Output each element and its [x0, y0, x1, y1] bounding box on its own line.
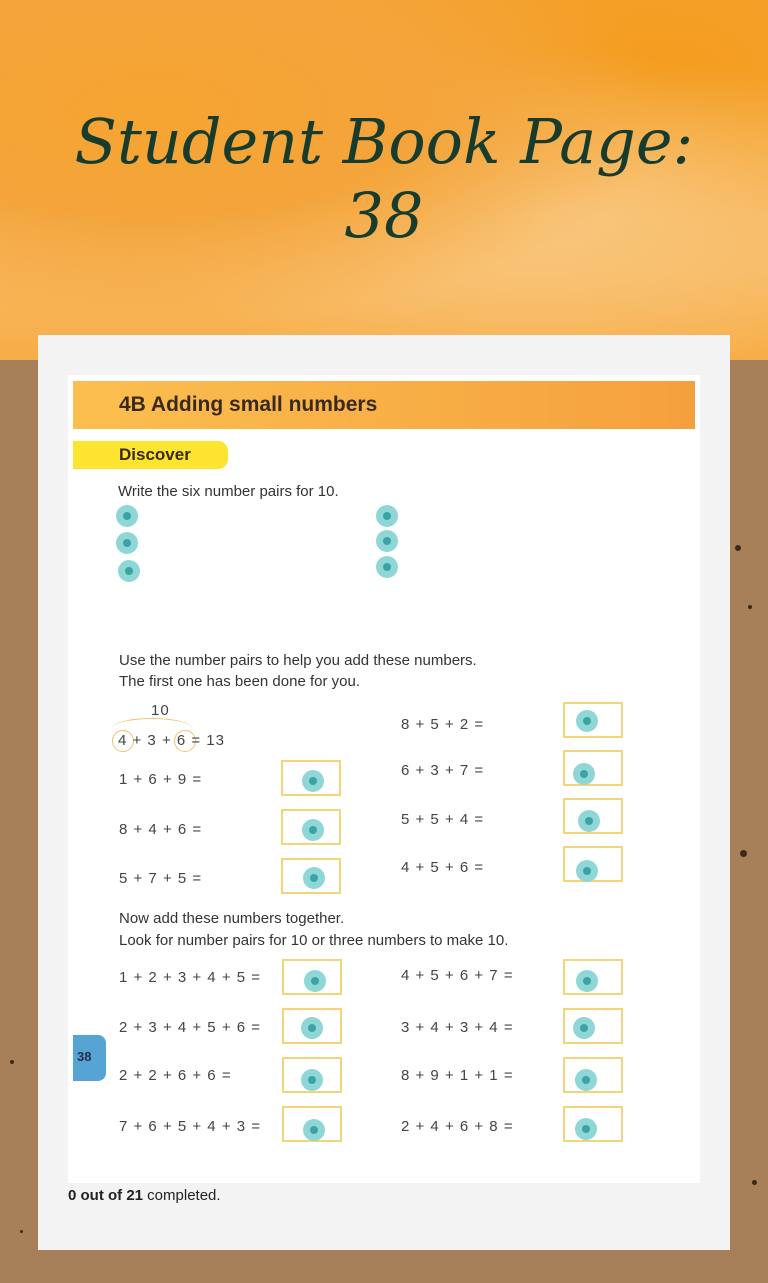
sum-label: 7 + 6 + 5 + 4 + 3 = [119, 1118, 262, 1135]
lesson-title: 4B Adding small numbers [119, 393, 378, 416]
discover-tag [73, 441, 228, 469]
instruction-add-2: Look for number pairs for 10 or three numbers to make 10. [119, 932, 509, 949]
sum-label: 3 + 4 + 3 + 4 = [401, 1019, 514, 1036]
answer-hotspot[interactable] [301, 1069, 323, 1091]
answer-hotspot[interactable] [575, 1069, 597, 1091]
sum-label: 1 + 6 + 9 = [119, 771, 203, 788]
answer-hotspot[interactable] [376, 530, 398, 552]
answer-hotspot[interactable] [301, 1017, 323, 1039]
completion-count: 0 out of 21 [68, 1187, 144, 1204]
sum-label: 5 + 7 + 5 = [119, 870, 203, 887]
sum-label: 8 + 5 + 2 = [401, 716, 485, 733]
answer-hotspot[interactable] [376, 505, 398, 527]
page-number-tab [73, 1035, 106, 1081]
sum-label: 8 + 9 + 1 + 1 = [401, 1067, 514, 1084]
instruction-number-pairs: Write the six number pairs for 10. [118, 483, 339, 500]
completion-suffix: completed. [143, 1187, 221, 1204]
instruction-add-1: Now add these numbers together. [119, 910, 345, 927]
example-total: 10 [151, 702, 170, 719]
sum-label: 6 + 3 + 7 = [401, 762, 485, 779]
answer-hotspot[interactable] [302, 770, 324, 792]
answer-hotspot[interactable] [302, 819, 324, 841]
sum-label: 2 + 2 + 6 + 6 = [119, 1067, 232, 1084]
sum-label: 4 + 5 + 6 = [401, 859, 485, 876]
sum-label: 1 + 2 + 3 + 4 + 5 = [119, 969, 262, 986]
discover-label: Discover [119, 445, 191, 464]
sum-label: 2 + 3 + 4 + 5 + 6 = [119, 1019, 262, 1036]
example-equation: 4 + 3 + 6 = 13 [118, 732, 225, 749]
answer-hotspot[interactable] [376, 556, 398, 578]
instruction-use-pairs-2: The first one has been done for you. [119, 673, 360, 690]
answer-hotspot[interactable] [575, 1118, 597, 1140]
answer-hotspot[interactable] [576, 710, 598, 732]
header-banner [0, 0, 768, 360]
completion-status [68, 1187, 221, 1204]
answer-hotspot[interactable] [116, 505, 138, 527]
lesson-banner [73, 381, 695, 429]
sum-label: 4 + 5 + 6 + 7 = [401, 967, 514, 984]
page-title: Student Book Page: 38 [74, 105, 694, 252]
answer-hotspot[interactable] [304, 970, 326, 992]
sum-label: 8 + 4 + 6 = [119, 821, 203, 838]
sum-label: 5 + 5 + 4 = [401, 811, 485, 828]
answer-hotspot[interactable] [576, 860, 598, 882]
answer-hotspot[interactable] [303, 867, 325, 889]
answer-hotspot[interactable] [303, 1119, 325, 1141]
instruction-use-pairs-1: Use the number pairs to help you add these numbers. [119, 652, 477, 669]
answer-hotspot[interactable] [578, 810, 600, 832]
answer-hotspot[interactable] [116, 532, 138, 554]
answer-hotspot[interactable] [573, 1017, 595, 1039]
sum-label: 2 + 4 + 6 + 8 = [401, 1118, 514, 1135]
answer-hotspot[interactable] [576, 970, 598, 992]
worksheet-page [68, 375, 700, 1183]
page-number: 38 [77, 1049, 92, 1064]
answer-hotspot[interactable] [118, 560, 140, 582]
answer-hotspot[interactable] [573, 763, 595, 785]
